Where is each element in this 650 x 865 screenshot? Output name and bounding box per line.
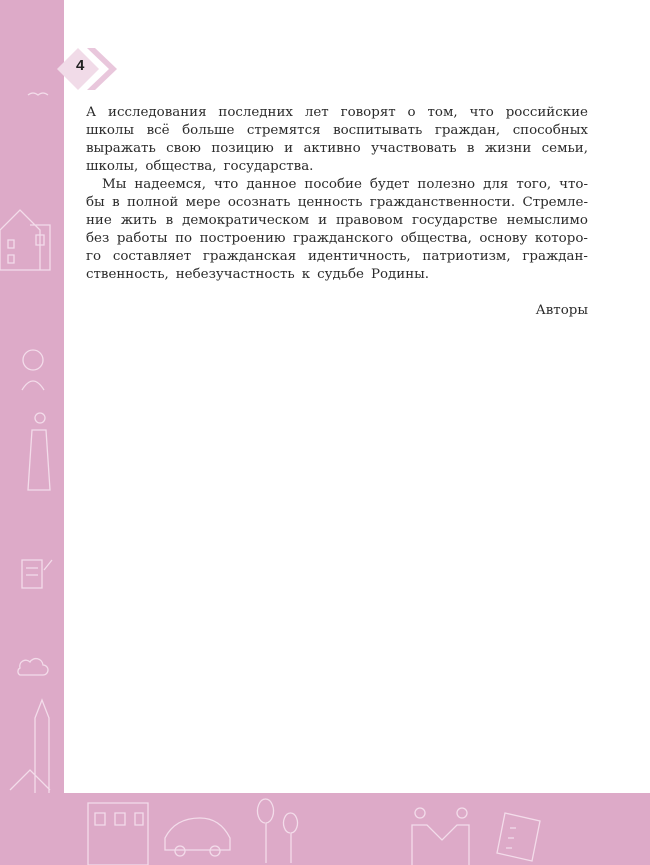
text-line: ние жить в демократическом и правовом государстве немыслимо [86,213,588,228]
page-number-badge [57,46,119,92]
paragraph [86,104,588,176]
text-line: школы всё больше стремятся воспитывать граждан, способных [86,123,588,138]
paragraph [86,176,588,284]
text-line: бы в полной мере осознать ценность гражданственности. Стремле- [86,195,588,210]
text-line: Мы надеемся, что данное пособие будет полезно для того, что- [102,177,588,192]
text-line: выражать свою позицию и активно участвовать в жизни семьи, [86,141,588,156]
text-line: ственность, небезучастность к судьбе Родины. [86,267,430,282]
decorative-sidebar [0,0,64,865]
body-text [86,104,588,320]
page-number: 4 [76,57,85,74]
text-line: без работы по построению гражданского общества, основу которо- [86,231,588,246]
decorative-footer-band [0,793,650,865]
signature: Авторы [535,303,588,318]
text-line: А исследования последних лет говорят о том, что российские [86,105,588,120]
text-line: го составляет гражданская идентичность, патриотизм, граждан- [86,249,588,264]
sidebar-illustrations-icon [0,0,64,865]
footer-illustrations-icon [0,793,650,865]
text-line: школы, общества, государства. [86,159,314,174]
